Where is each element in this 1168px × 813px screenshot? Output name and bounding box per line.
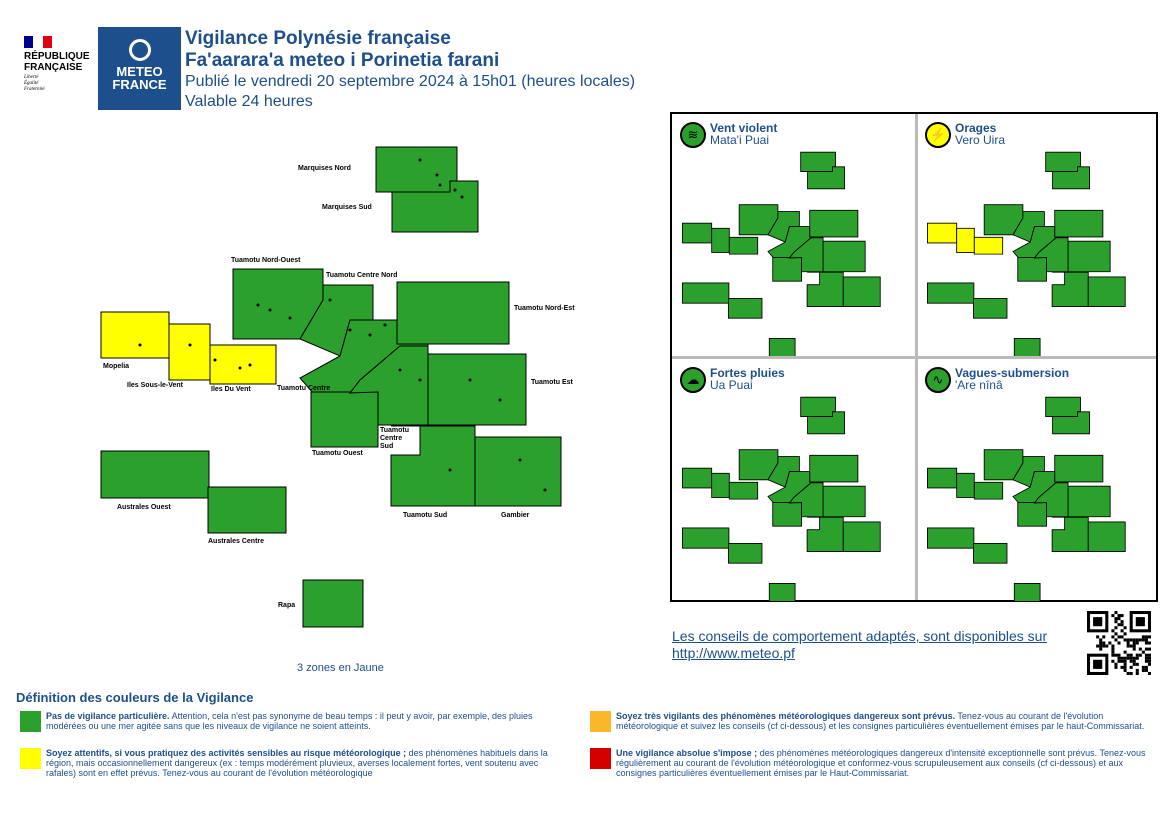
zone-rapa[interactable] <box>303 580 363 627</box>
island-marker <box>544 489 547 492</box>
zone-label-tuamotu-centre-sud: Tuamotu <box>380 427 410 434</box>
phenomenon-map <box>917 359 1159 601</box>
mini-zone-tuamotu-sud <box>807 272 843 306</box>
mini-zone-gambier <box>843 522 880 552</box>
mini-zone-iles-sous-le-vent <box>957 228 975 252</box>
island-marker <box>469 379 472 382</box>
zone-label-australes-ouest: Australes Ouest <box>117 504 171 511</box>
phenomenon-subtitle: Mata'i Puai <box>710 133 769 147</box>
page-title-tahitian: Fa'aarara'a meteo i Porinetia farani <box>185 50 500 71</box>
mini-zone-iles-sous-le-vent <box>957 473 975 497</box>
mini-zone-rapa <box>769 583 795 601</box>
legend-title: Définition des couleurs de la Vigilance <box>16 690 254 705</box>
mini-zone-tuamotu-ouest <box>1018 503 1047 527</box>
rf-line-2: FRANÇAISE <box>24 62 83 73</box>
rf-line-1: RÉPUBLIQUE <box>24 51 90 62</box>
phenomenon-panel-3 <box>917 359 1159 601</box>
mini-zone-australes-centre <box>728 543 762 563</box>
legend-text: Soyez attentifs, si vous pratiquez des activités sensibles au risque météorologique ; des phénomènes habituels dans la région, mais occasionnellement dangereux (ex : temps modérément pluvieux, averses localement fortes, vent soutenu avec rafales) sont en effet prévus. Tenez-vous au courant de l'évolution météorologique <box>46 748 548 778</box>
advice-link-text[interactable]: Les conseils de comportement adaptés, sont disponibles sur <box>672 628 1048 644</box>
phenomenon-title: Vagues-submersion <box>955 366 1070 380</box>
phenomenon-map <box>672 359 914 601</box>
mini-zone-gambier <box>1088 522 1125 552</box>
mini-zone-tuamotu-sud <box>1052 272 1088 306</box>
zone-mopelia[interactable] <box>101 312 169 358</box>
island-marker <box>289 317 292 320</box>
zone-gambier[interactable] <box>475 437 561 506</box>
island-marker <box>257 304 260 307</box>
motto-3: Fraternité <box>24 87 45 92</box>
motto-2: Égalité <box>24 81 39 86</box>
page-title: Vigilance Polynésie française <box>185 28 451 49</box>
island-marker <box>436 174 439 177</box>
wave-icon: ∿ <box>925 367 951 393</box>
qr-code <box>1087 611 1151 675</box>
island-marker <box>249 364 252 367</box>
zone-label-marquises-nord: Marquises Nord <box>298 165 351 172</box>
mini-zone-marquises-nord <box>1046 152 1081 171</box>
zone-label-tuamotu-sud: Tuamotu Sud <box>403 512 448 519</box>
island-marker <box>214 359 217 362</box>
zone-label-tuamotu-ouest: Tuamotu Ouest <box>312 450 363 457</box>
mini-zone-australes-ouest <box>682 283 728 303</box>
island-marker <box>189 344 192 347</box>
zones-summary: 3 zones en Jaune <box>297 662 384 674</box>
zone-label-iles-sous-le-vent: Iles Sous-le-Vent <box>127 382 184 389</box>
zone-australes-ouest[interactable] <box>101 451 209 498</box>
legend-text: Pas de vigilance particulière. Attention, cela n'est pas synonyme de beau temps : il peut y avoir, par exemple, des pluies modérées ou une mer agitée sans que les niveaux de vigilance ne soient atteints. <box>46 711 533 731</box>
mini-zone-australes-centre <box>973 298 1007 318</box>
mini-zone-mopelia <box>682 468 711 488</box>
motto-1: Liberté <box>24 75 39 80</box>
island-marker <box>519 459 522 462</box>
zone-label-marquises-sud: Marquises Sud <box>322 204 372 211</box>
phenomenon-subtitle: 'Are nînâ <box>955 378 1003 392</box>
mini-zone-iles-sous-le-vent <box>712 473 730 497</box>
zone-label-gambier: Gambier <box>501 512 530 519</box>
mini-zone-tuamotu-nord-est <box>810 455 858 482</box>
zone-label-tuamotu-centre-sud: Centre <box>380 435 403 442</box>
phenomena-panel <box>670 112 1158 602</box>
island-marker <box>419 379 422 382</box>
mini-zone-australes-centre <box>728 298 762 318</box>
mini-zone-rapa <box>769 338 795 356</box>
mini-zone-mopelia <box>927 223 956 243</box>
mini-zone-marquises-nord <box>801 397 836 416</box>
island-marker <box>139 344 142 347</box>
mini-zone-tuamotu-nord-est <box>1055 455 1103 482</box>
validity: Valable 24 heures <box>185 93 313 110</box>
mini-zone-australes-ouest <box>682 528 728 548</box>
island-marker <box>384 324 387 327</box>
mini-zone-iles-du-vent <box>729 237 757 254</box>
zone-marquises-nord[interactable] <box>376 147 457 192</box>
phenomenon-title: Vent violent <box>710 121 778 135</box>
island-marker <box>349 329 352 332</box>
main-map <box>0 0 660 690</box>
zone-tuamotu-nord-est[interactable] <box>397 282 509 344</box>
phenomenon-map <box>917 114 1159 356</box>
mini-zone-tuamotu-nord-est <box>1055 210 1103 237</box>
phenomenon-panel-1 <box>917 114 1159 356</box>
published-date: Publié le vendredi 20 septembre 2024 à 15h01 (heures locales) <box>185 73 636 90</box>
zone-iles-sous-le-vent[interactable] <box>169 324 210 380</box>
mini-zone-tuamotu-est <box>823 241 865 272</box>
mini-zone-tuamotu-est <box>1068 241 1110 272</box>
zone-tuamotu-ouest[interactable] <box>311 392 378 447</box>
mini-zone-iles-sous-le-vent <box>712 228 730 252</box>
rain-icon: ☁ <box>680 367 706 393</box>
zone-label-tuamotu-centre-nord: Tuamotu Centre Nord <box>326 272 398 279</box>
mini-zone-iles-du-vent <box>974 237 1002 254</box>
phenomenon-title: Orages <box>955 121 997 135</box>
zone-label-australes-centre: Australes Centre <box>208 538 265 545</box>
mini-zone-tuamotu-sud <box>1052 517 1088 551</box>
legend-text: Une vigilance absolue s'impose ; des phénomènes météorologiques dangereux d'intensité exceptionnelle sont prévus. Tenez-vous régulièrement au courant de l'évolution météorologique et conformez-vous scrupuleusement aux conseils (cf ci-dessous) et aux consignes particulières éventuellement émises par le Haut-Commissariat. <box>616 748 1146 778</box>
zone-label-tuamotu-est: Tuamotu Est <box>531 379 573 386</box>
island-marker <box>399 369 402 372</box>
mini-zone-australes-ouest <box>927 283 973 303</box>
mini-zone-marquises-nord <box>1046 397 1081 416</box>
zone-australes-centre[interactable] <box>208 487 286 533</box>
mf-line-1: METEO <box>116 64 163 79</box>
mini-zone-tuamotu-est <box>823 486 865 517</box>
legend-swatch <box>20 748 41 769</box>
mini-zone-iles-du-vent <box>729 482 757 499</box>
zone-label-tuamotu-nord-est: Tuamotu Nord-Est <box>514 305 575 312</box>
phenomenon-subtitle: Vero Uira <box>955 133 1006 147</box>
zone-tuamotu-est[interactable] <box>428 354 526 425</box>
zone-label-tuamotu-centre: Tuamotu Centre <box>277 385 331 392</box>
mf-line-2: FRANCE <box>112 77 167 92</box>
mini-zone-mopelia <box>682 223 711 243</box>
phenomenon-panel-2 <box>672 359 914 601</box>
mini-zone-rapa <box>1014 338 1040 356</box>
mini-zone-iles-du-vent <box>974 482 1002 499</box>
zone-label-iles-du-vent: Iles Du Vent <box>211 386 251 393</box>
advice-link[interactable] <box>672 628 1072 662</box>
legend-swatch <box>590 748 611 769</box>
island-marker <box>499 399 502 402</box>
island-marker <box>449 469 452 472</box>
wind-icon: ≋ <box>680 122 706 148</box>
mini-zone-marquises-nord <box>801 152 836 171</box>
mini-zone-tuamotu-ouest <box>773 503 802 527</box>
island-marker <box>269 309 272 312</box>
island-marker <box>461 196 464 199</box>
island-marker <box>369 334 372 337</box>
zone-iles-du-vent[interactable] <box>210 345 276 384</box>
phenomenon-panel-0 <box>672 114 914 356</box>
mini-zone-tuamotu-nord-est <box>810 210 858 237</box>
phenomenon-title: Fortes pluies <box>710 366 785 380</box>
lightning-icon: ⚡ <box>925 122 951 148</box>
island-marker <box>329 299 332 302</box>
zone-label-tuamotu-nord-ouest: Tuamotu Nord-Ouest <box>231 257 301 264</box>
phenomenon-subtitle: Ua Puai <box>710 378 753 392</box>
mini-zone-rapa <box>1014 583 1040 601</box>
island-marker <box>419 159 422 162</box>
island-marker <box>454 189 457 192</box>
zone-label-rapa: Rapa <box>278 602 296 609</box>
zone-label-tuamotu-centre-sud: Sud <box>380 443 394 450</box>
island-marker <box>439 184 442 187</box>
mini-zone-tuamotu-ouest <box>773 258 802 282</box>
mini-zone-australes-centre <box>973 543 1007 563</box>
mini-zone-tuamotu-sud <box>807 517 843 551</box>
phenomenon-map <box>672 114 914 356</box>
zone-tuamotu-sud[interactable] <box>391 426 475 506</box>
mini-zone-gambier <box>1088 277 1125 307</box>
legend-swatch <box>590 711 611 732</box>
zone-label-mopelia: Mopelia <box>103 363 130 370</box>
mini-zone-tuamotu-est <box>1068 486 1110 517</box>
mini-zone-tuamotu-ouest <box>1018 258 1047 282</box>
legend-text: Soyez très vigilants des phénomènes météorologiques dangereux sont prévus. Tenez-vous au courant de l'évolution météorologique et suivez les conseils (cf ci-dessous) et les consignes particulières éventuellement émises par le haut-Commissariat. <box>616 711 1145 731</box>
advice-link-url[interactable]: http://www.meteo.pf <box>672 645 795 661</box>
mini-zone-australes-ouest <box>927 528 973 548</box>
island-marker <box>239 367 242 370</box>
mini-zone-gambier <box>843 277 880 307</box>
mini-zone-mopelia <box>927 468 956 488</box>
legend-swatch <box>20 711 41 732</box>
